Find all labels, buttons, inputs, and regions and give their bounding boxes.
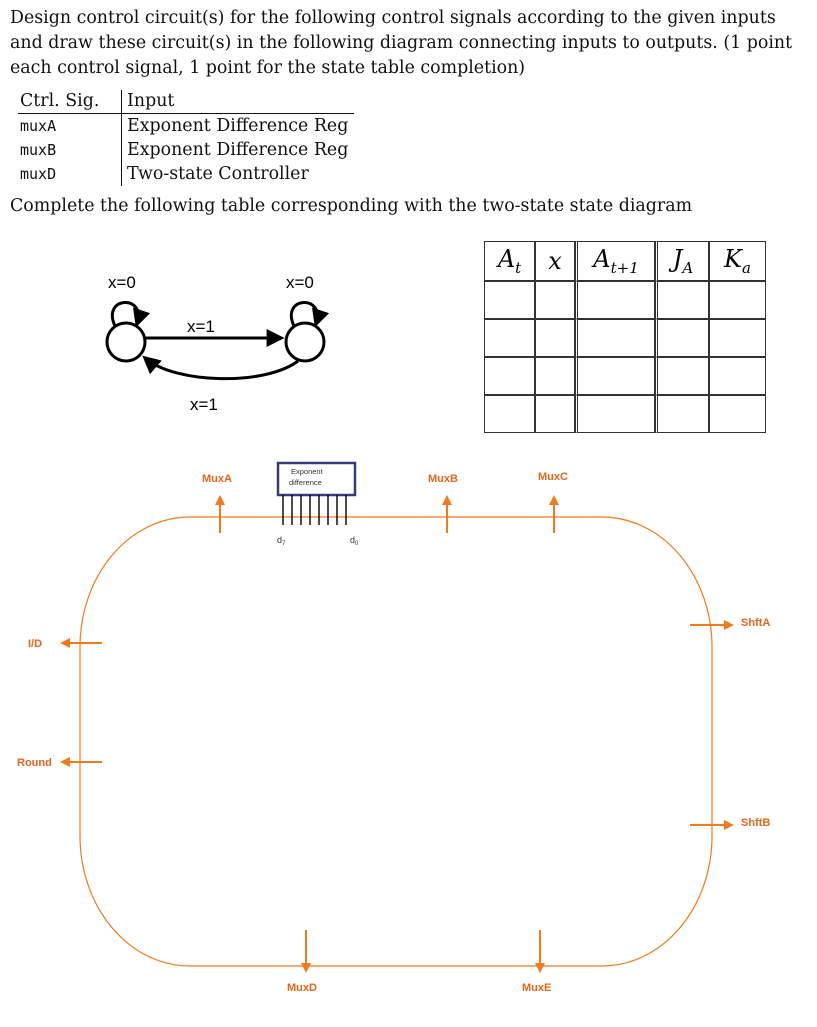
register-lsb-label: $d_0$ [350,535,359,547]
state-table-cell[interactable] [535,357,575,395]
state-table-cell[interactable] [709,319,766,357]
input-cell: Exponent Difference Reg [127,140,349,160]
control-circuit-diagram [0,455,817,1015]
shftb-label: ShftB [741,817,771,829]
state-table-cell[interactable] [655,281,709,319]
state-table-cell[interactable] [655,357,709,395]
state-table-cell[interactable] [709,357,766,395]
state-table-cell[interactable] [575,281,655,319]
state-table-header: x [535,241,575,281]
state-table [484,241,766,433]
table-row [484,319,766,357]
state-table-header: $K_a$ [709,241,766,281]
complete-instructions: Complete the following table corresponding with the two-state state diagram [10,196,693,216]
state-diagram [95,262,355,422]
signal-cell: muxA [18,114,122,139]
state-table-cell[interactable] [575,395,655,433]
state-table-cell[interactable] [535,281,575,319]
self-loop-right-label: x=0 [286,273,314,292]
id-label: I/D [28,638,43,650]
table-row [484,395,766,433]
table-header-ctrl-sig: Ctrl. Sig. [18,90,122,114]
state-0 [107,323,145,361]
forward-transition-label: x=1 [187,317,215,336]
muxa-label: MuxA [202,473,232,485]
transition-back [145,358,298,379]
muxb-label: MuxB [428,473,458,485]
table-row [18,162,354,186]
circuit-outline [80,517,712,966]
input-cell: Two-state Controller [127,164,309,184]
control-signal-table [18,90,354,186]
state-table-header: $A_t$ [484,241,535,281]
problem-instructions: Design control circuit(s) for the following control signals according to the given inputs and draw these circuit(s) in the following diagram connecting inputs to outputs. (1 point each control signal, 1 point for the state table completion) [10,8,793,78]
table-header-input: Input [122,90,355,114]
state-1 [286,323,324,361]
state-table-header: $A_{t+1}$ [575,241,655,281]
state-table-cell[interactable] [655,395,709,433]
state-table-cell[interactable] [484,357,535,395]
muxc-label: MuxC [538,471,568,483]
state-table-cell[interactable] [709,395,766,433]
input-cell: Exponent Difference Reg [127,116,349,136]
muxd-label: MuxD [287,982,317,994]
self-loop-left-label: x=0 [108,273,136,292]
table-row [484,281,766,319]
back-transition-label: x=1 [190,395,218,414]
state-table-cell[interactable] [709,281,766,319]
table-row [18,114,354,139]
state-table-cell[interactable] [575,357,655,395]
shfta-label: ShftA [741,617,771,629]
register-title: Exponent [291,467,323,476]
state-table-cell[interactable] [484,395,535,433]
register-subtitle: difference [289,478,322,487]
signal-cell: muxB [18,138,122,162]
state-table-header: $J_A$ [655,241,709,281]
signal-cell: muxD [18,162,122,186]
table-row [484,357,766,395]
state-table-cell[interactable] [655,319,709,357]
state-table-cell[interactable] [535,319,575,357]
state-table-cell[interactable] [484,319,535,357]
state-table-cell[interactable] [575,319,655,357]
state-table-cell[interactable] [535,395,575,433]
table-row [18,138,354,162]
muxe-label: MuxE [522,982,552,994]
round-label: Round [17,757,52,769]
state-table-cell[interactable] [484,281,535,319]
register-output-lines [283,495,346,525]
register-msb-label: $d_7$ [277,535,286,547]
